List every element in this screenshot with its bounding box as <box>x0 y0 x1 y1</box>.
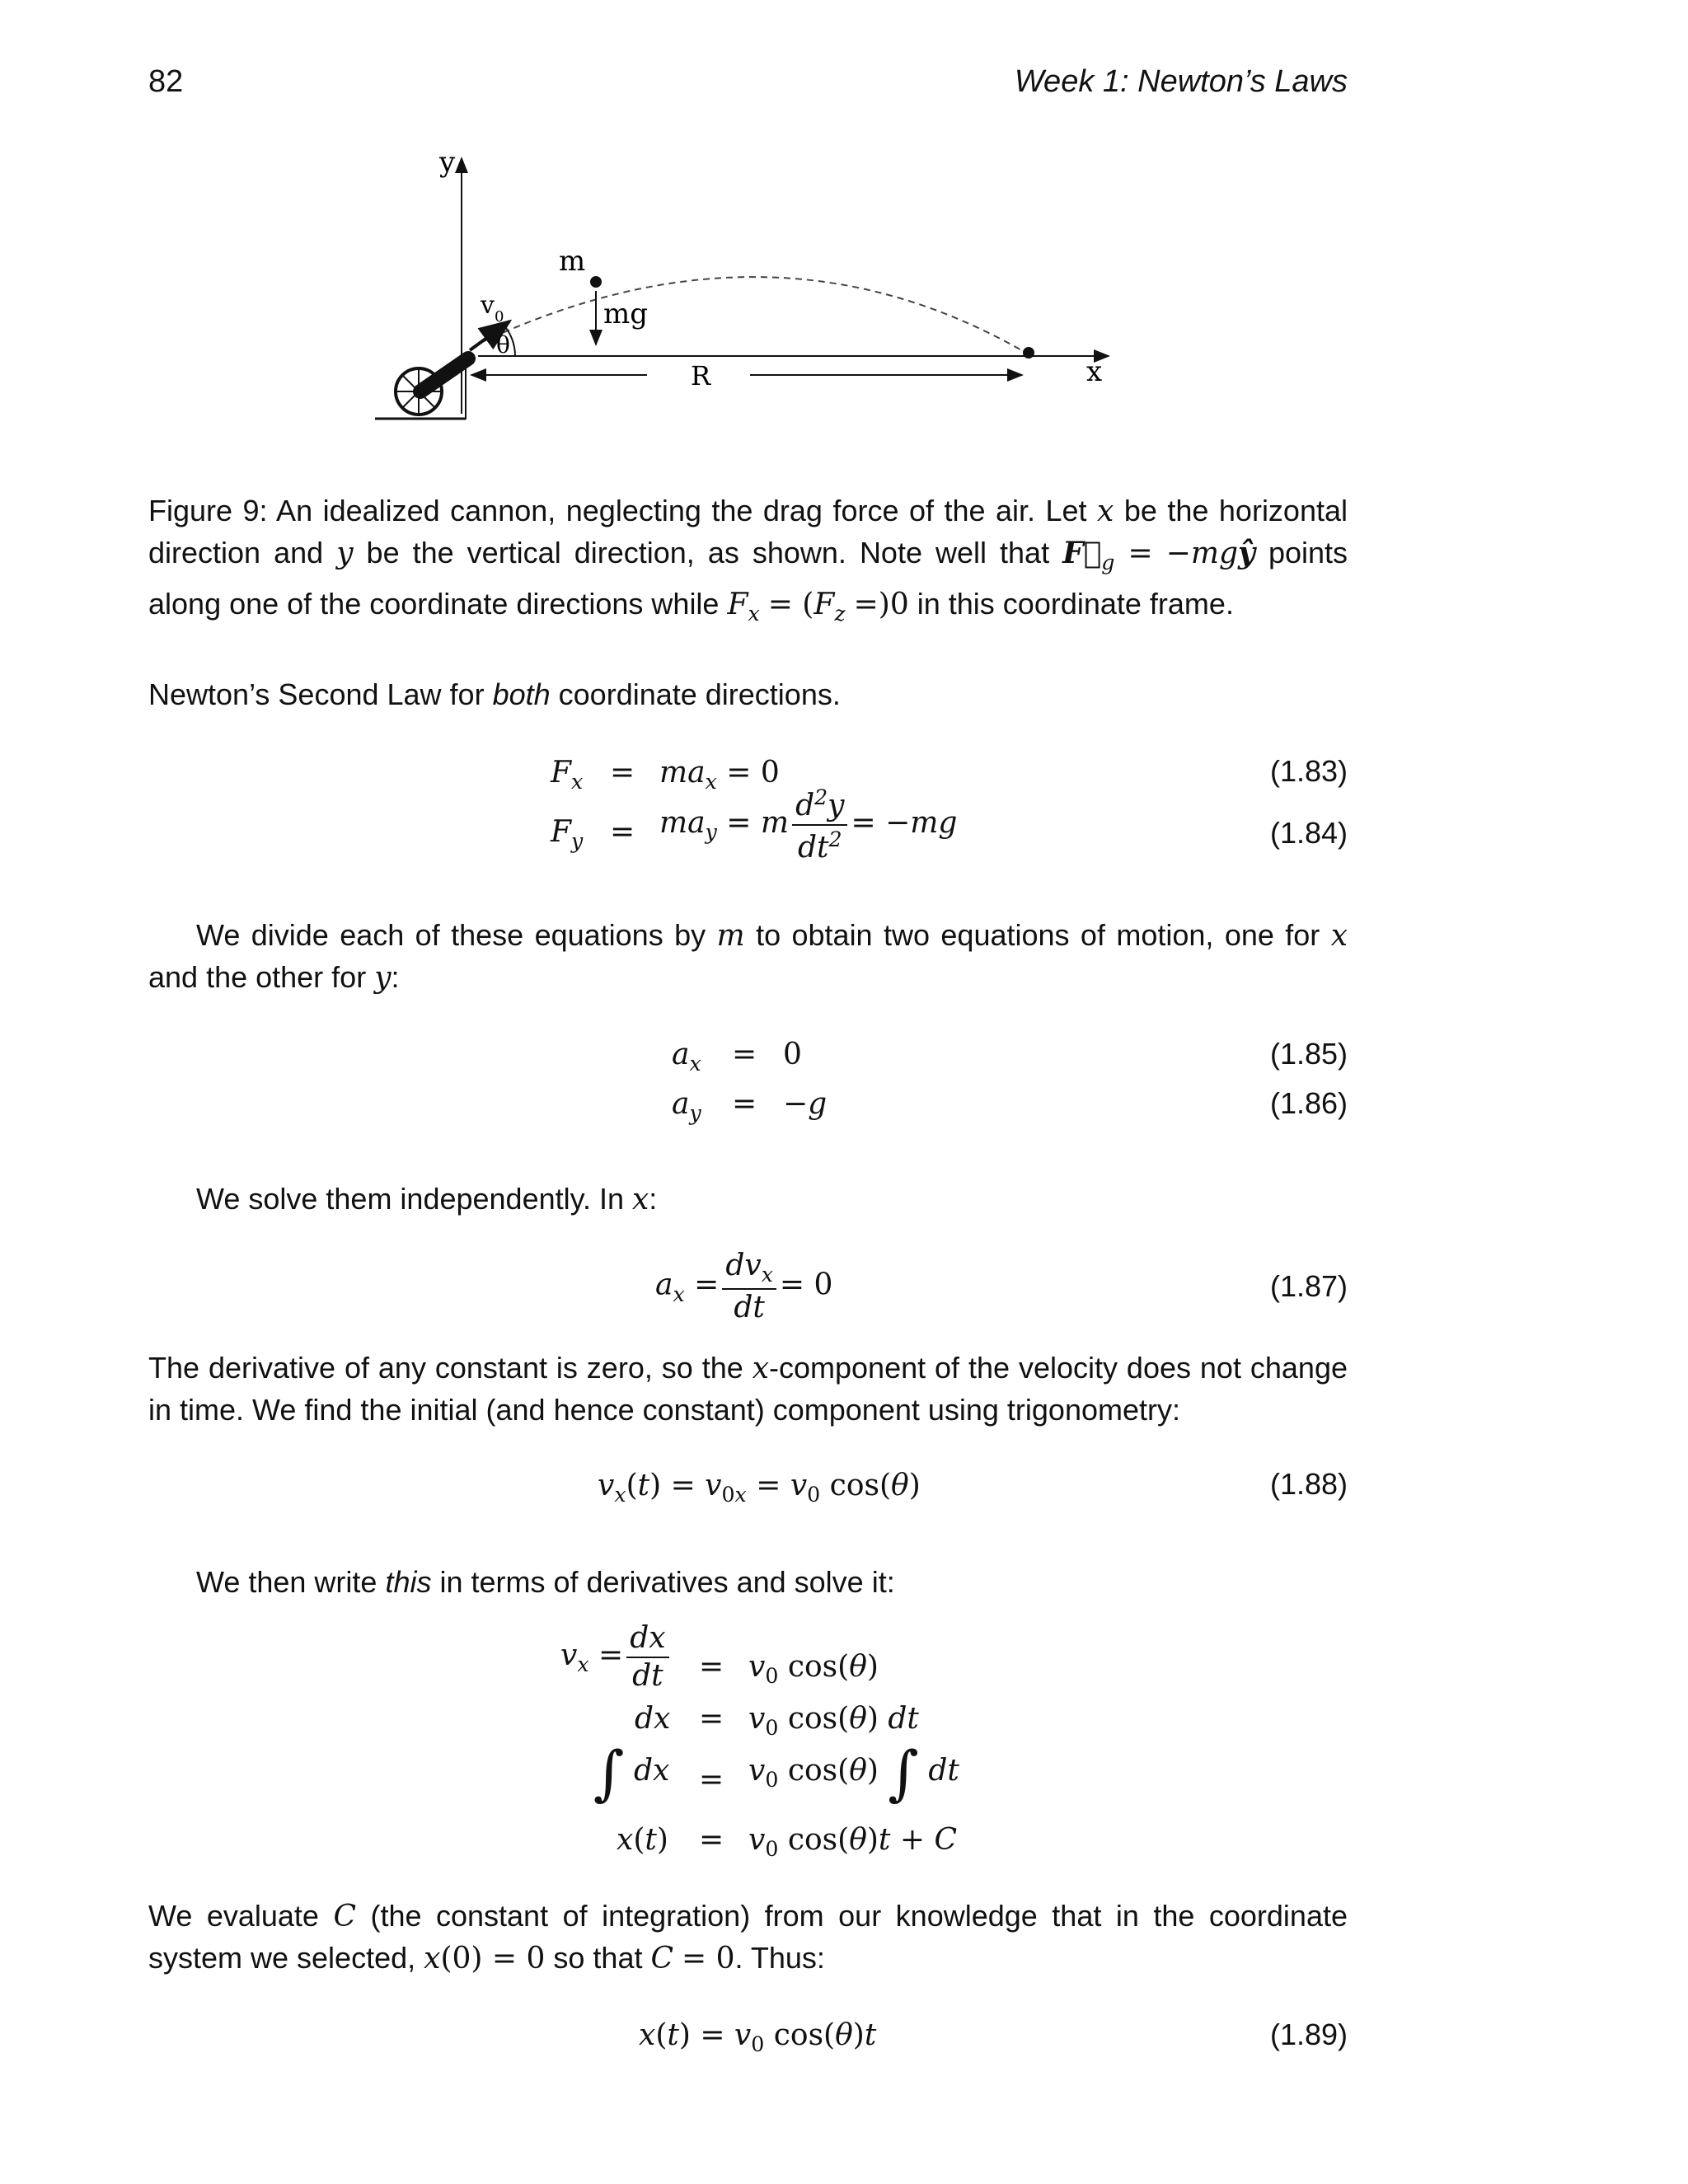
mass-point <box>590 276 602 288</box>
eq-vx-derivative: $v_x$ = $\frac{dx}{dt}$ <box>560 1624 673 1691</box>
angle-label: θ <box>496 331 510 359</box>
paragraph-divide-by-m: We divide each of these equations by m to obtain two equations of motion, one for x and the other for y: <box>148 918 1348 995</box>
paragraph-evaluate-c: We evaluate C (the constant of integration) from our knowledge that in the coordinate system we selected, x(0) = 0 so that C = 0. Thus: <box>148 1899 1348 1975</box>
weight-label: mg <box>603 298 649 330</box>
landing-point <box>1023 347 1034 359</box>
figure-caption: Figure 9: An idealized cannon, neglecting the drag force of the air. Let x be the horizontal direction and y be the vertical direction, as shown. Note well that $F⃗_g$ = −mgŷ points along one of the coordinate directions while $F_x = (F_z =)0$ in this coordinate frame. <box>148 494 1348 626</box>
paragraph-derivative-constant: The derivative of any constant is zero, so the x-component of the velocity does not change in time. We find the initial (and hence constant) component using trigonometry: <box>148 1351 1348 1427</box>
paragraph-newton-second-law: Newton’s Second Law for both coordinate directions. <box>148 677 841 711</box>
trajectory <box>482 277 1029 354</box>
eq-number: (1.84) <box>1269 816 1348 850</box>
eq-dx: dx <box>635 1702 671 1736</box>
cannon-wheel <box>396 368 442 415</box>
cannon-figure <box>363 140 1170 437</box>
range-label: R <box>691 360 711 391</box>
running-title: Week 1: Newton’s Laws <box>1014 64 1348 99</box>
x-axis-label: x <box>1086 355 1103 388</box>
velocity-label: $v_0$ <box>481 291 504 326</box>
eq-1-87: $a_x$ = $\frac{dv_x}{dt}$ = 0 <box>655 1249 833 1325</box>
eq-number: (1.89) <box>1269 2018 1348 2051</box>
eq-number: (1.85) <box>1269 1037 1348 1071</box>
y-axis-label: y <box>439 146 456 179</box>
eq-number: (1.87) <box>1269 1269 1348 1303</box>
eq-x-of-t-general: x(t) <box>617 1823 668 1857</box>
eq-number: (1.83) <box>1269 754 1348 788</box>
eq-1-85: $a_x$ <box>672 1038 701 1076</box>
eq-number: (1.88) <box>1269 1467 1348 1501</box>
mass-label: m <box>559 245 586 278</box>
eq-1-83: $F_x$ <box>551 756 584 794</box>
paragraph-solve-independently: We solve them independently. In x: <box>196 1182 658 1216</box>
eq-1-89: $x(t) = v_0$ cos(θ)t <box>639 2018 877 2057</box>
eq-1-86: $a_y$ <box>672 1087 701 1126</box>
eq-1-84: $F_y$ <box>551 815 584 854</box>
eq-number: (1.86) <box>1269 1086 1348 1120</box>
eq-1-88: $v_x(t) = v_{0x} = v_0$ cos(θ) <box>598 1469 921 1507</box>
paragraph-write-derivatives: We then write this in terms of derivatives and solve it: <box>196 1565 895 1599</box>
page-number: 82 <box>148 64 184 99</box>
eq-integral: ∫ dx <box>593 1738 670 1807</box>
